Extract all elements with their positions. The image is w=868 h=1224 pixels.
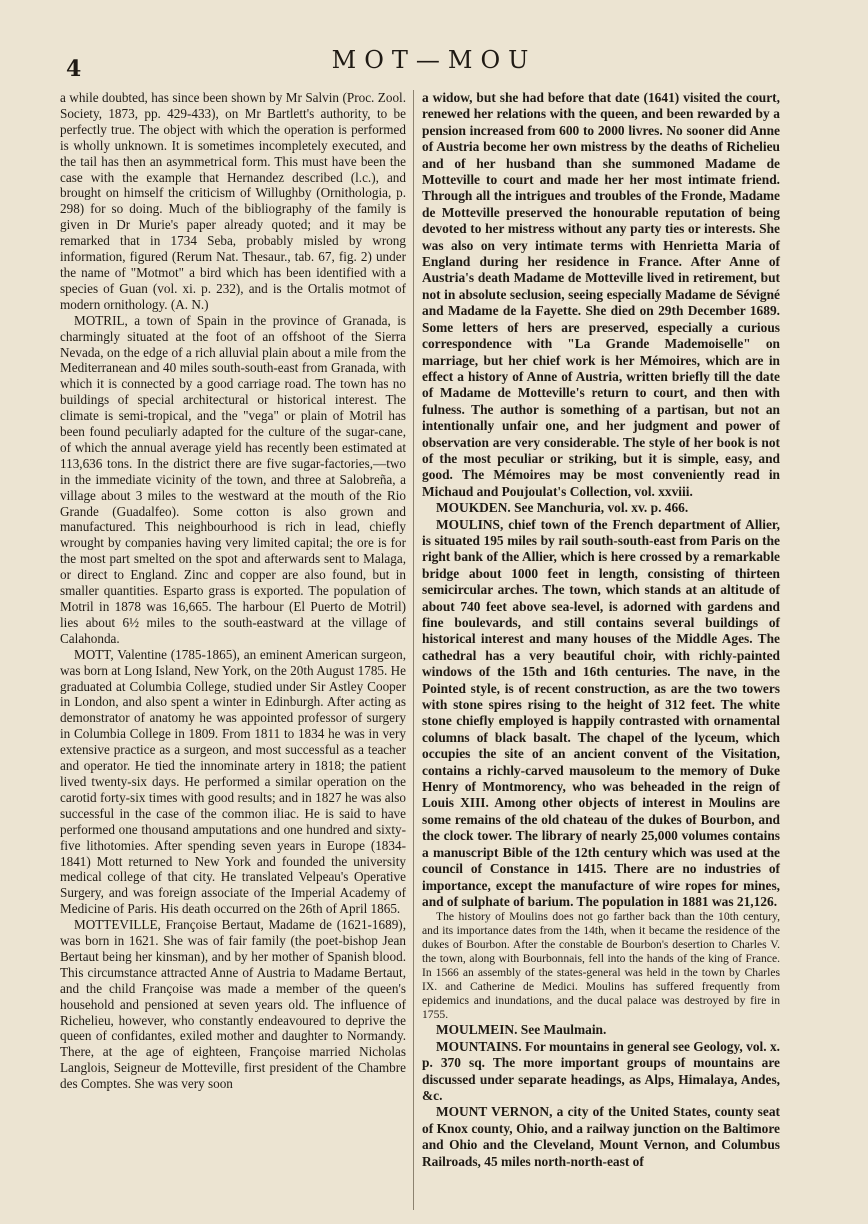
- motmot-continuation-paragraph: a while doubted, has since been shown by Mr Salvin (Proc. Zool. Society, 1873, pp. 429-433), on Mr Bartlett's authority, to be perfectly true. The object with which the operation is performed is wholly unknown. It is sometimes incompletely executed, and the tail has then an asymmetrical form. This must have been the case with the example that Hernandez described (l.c.), and brought on himself the criticism of Willughby (Ornithologia, p. 298) for so doing. Much of the bibliography of the family is given in Dr Murie's paper already quoted; and it may be remarked that in 1734 Seba, probably misled by wrong information, figured (Rerum Nat. Thesaur., tab. 67, fig. 2) under the name of "Motmot" a bird which has been identified with a species of Guan (vol. xi. p. 232), and is the Ortalis motmot of modern ornithology. (A. N.): [60, 90, 406, 312]
- right-column: [422, 90, 780, 1170]
- mountains-entry: MOUNTAINS. For mountains in general see Geology, vol. x. p. 370 sq. The more important groups of mountains are discussed under separate headings, as Alps, Himalaya, Andes, &c.: [422, 1038, 780, 1103]
- left-column: [60, 90, 406, 1092]
- column-divider: [413, 90, 414, 1210]
- motteville-continuation-paragraph: a widow, but she had before that date (1641) visited the court, renewed her relations with the queen, and been rewarded by a pension increased from 600 to 2000 livres. No sooner did Anne of Austria become her own mistress by the deaths of Richelieu and of her husband than she summoned Madame de Motteville to court and made her her most intimate friend. Through all the intrigues and troubles of the Fronde, Madame de Motteville preserved the honourable reputation of being devoted to her mistress without any party ties or interests. She was also on very intimate terms with Henrietta Maria of England during her residence in France. After Anne of Austria's death Madame de Motteville lived in retirement, but not in absolute seclusion, seeing especially Madame de Sévigné and Madame de la Fayette. She died on 29th December 1689. Some letters of hers are preserved, especially a curious correspondence with "La Grande Mademoiselle" on marriage, but her chief work is her Mémoires, which are in effect a history of Anne of Austria, written briefly till the date of Madame de Motteville's return to court, and then with fulness. The author is something of a partisan, but not an intentionally unfair one, and her judgment and power of observation are very considerable. The style of her book is not of the most peculiar or striking, but it is simple, easy, and good. The Mémoires may be most conveniently read in Michaud and Poujoulat's Collection, vol. xxviii.: [422, 90, 780, 499]
- running-head: MOT—MOU: [331, 46, 537, 74]
- moulins-history-note: The history of Moulins does not go farther back than the 10th century, and its importance dates from the 14th, when it became the residence of the dukes of Bourbon. After the constable de Bourbon's desertion to Charles V. the town, along with Bourbonnais, fell into the hands of the king of France. In 1566 an assembly of the states-general was held in the town by Charles IX. and Catherine de Medici. Moulins has suffered frequently from epidemics and inundations, and the ducal palace was destroyed by fire in 1755.: [422, 910, 780, 1022]
- mott-entry: MOTT, Valentine (1785-1865), an eminent American surgeon, was born at Long Island, New York, on the 20th August 1785. He graduated at Columbia College, studied under Sir Astley Cooper in London, and also spent a winter in Edinburgh. After acting as demonstrator of anatomy he was appointed professor of surgery in Columbia College in 1809. From 1811 to 1834 he was in very extensive practice as a surgeon, and most successful as a teacher and operator. He tied the innominate artery in 1818; the patient lived twenty-six days. He performed a similar operation on the carotid forty-six times with good results; and in 1827 he was also successful in the case of the common iliac. He is said to have performed one thousand amputations and one hundred and sixty-five lithotomies. After spending seven years in Europe (1834-1841) Mott returned to New York and founded the university medical college of that city. He translated Velpeau's Operative Surgery, and was foreign associate of the Imperial Academy of Medicine of Paris. His death occurred on the 26th of April 1865.: [60, 646, 406, 917]
- mount-vernon-entry: MOUNT VERNON, a city of the United States, county seat of Knox county, Ohio, and a railway junction on the Baltimore and Ohio and the Cleveland, Mount Vernon, and Columbus Railroads, 45 miles north-north-east of: [422, 1104, 780, 1169]
- moulins-entry: MOULINS, chief town of the French department of Allier, is situated 195 miles by rail south-south-east from Paris on the right bank of the Allier, which is here crossed by a remarkable bridge about 1000 feet in length, consisting of thirteen semicircular arches. The town, which stands at an altitude of about 740 feet above sea-level, is adorned with gardens and fine boulevards, and still contains several buildings of historical interest and many houses of the Middle Ages. The cathedral has a very beautiful choir, with richly-painted windows of the 15th and 16th centuries. The nave, in the Pointed style, is of recent construction, as are the two towers with stone spires rising to the height of 312 feet. The white stone chiefly employed is happily contrasted with ornamental columns of black basalt. The chapel of the lyceum, which occupies the site of an ancient convent of the Visitation, contains a richly-carved mausoleum to the memory of Duke Henry of Montmorency, who was beheaded in the reign of Louis XIII. Among other objects of interest in Moulins are some remains of the old chateau of the dukes of Bourbon, and the clock tower. The library of nearly 25,000 volumes contains a manuscript Bible of the 12th century which was used at the council of Constance in 1415. There are no industries of importance, except the manufacture of wire ropes for mines, and of sulphate of barium. The population in 1881 was 21,126.: [422, 516, 780, 909]
- motteville-entry: MOTTEVILLE, Françoise Bertaut, Madame de (1621-1689), was born in 1621. She was of fair family (the poet-bishop Jean Bertaut being her kinsman), and by her mother of Spanish blood. This circumstance attracted Anne of Austria to Madame Bertaut, and the child Françoise was made a member of the queen's household and pensioned at seven years old. The influence of Richelieu, however, who constantly endeavoured to deprive the queen of confidantes, exiled mother and daughter to Normandy. There, at the age of eighteen, Françoise married Nicholas Langlois, Seigneur de Motteville, first president of the Chambre des Comptes. She was very soon: [60, 917, 406, 1092]
- moulmein-entry: MOULMEIN. See Maulmain.: [436, 1022, 607, 1038]
- page-number: 4: [66, 56, 82, 82]
- moukden-entry: MOUKDEN. See Manchuria, vol. xv. p. 466.: [436, 500, 689, 516]
- motril-entry: MOTRIL, a town of Spain in the province of Granada, is charmingly situated at the foot of an offshoot of the Sierra Nevada, on the edge of a rich alluvial plain about a mile from the Mediterranean and 40 miles south-south-east from Granada, with which it is connected by a good carriage road. The town has no buildings of special architectural or historical interest. The climate is semi-tropical, and the "vega" or plain of Motril has been found peculiarly adapted for the culture of the sugar-cane, of which the annual average yield has recently been estimated at 113,636 tons. In the district there are five sugar-factories,—two in the immediate vicinity of the town, and three at Salobreña, a village about 3 miles to the westward at the mouth of the Rio Grande (Guadalfeo). Some cotton is also grown and manufactured. This neighbourhood is rich in lead, chiefly wrought by companies having very limited capital; the ore is for the most part smelted on the spot and afterwards sent to Malaga, or direct to England. Zinc and copper are also found, but in smaller quantities. Esparto grass is exported. The population of Motril in 1878 was 16,665. The harbour (El Puerto de Motril) lies about 6½ miles to the south-eastward at the village of Calahonda.: [60, 312, 406, 646]
